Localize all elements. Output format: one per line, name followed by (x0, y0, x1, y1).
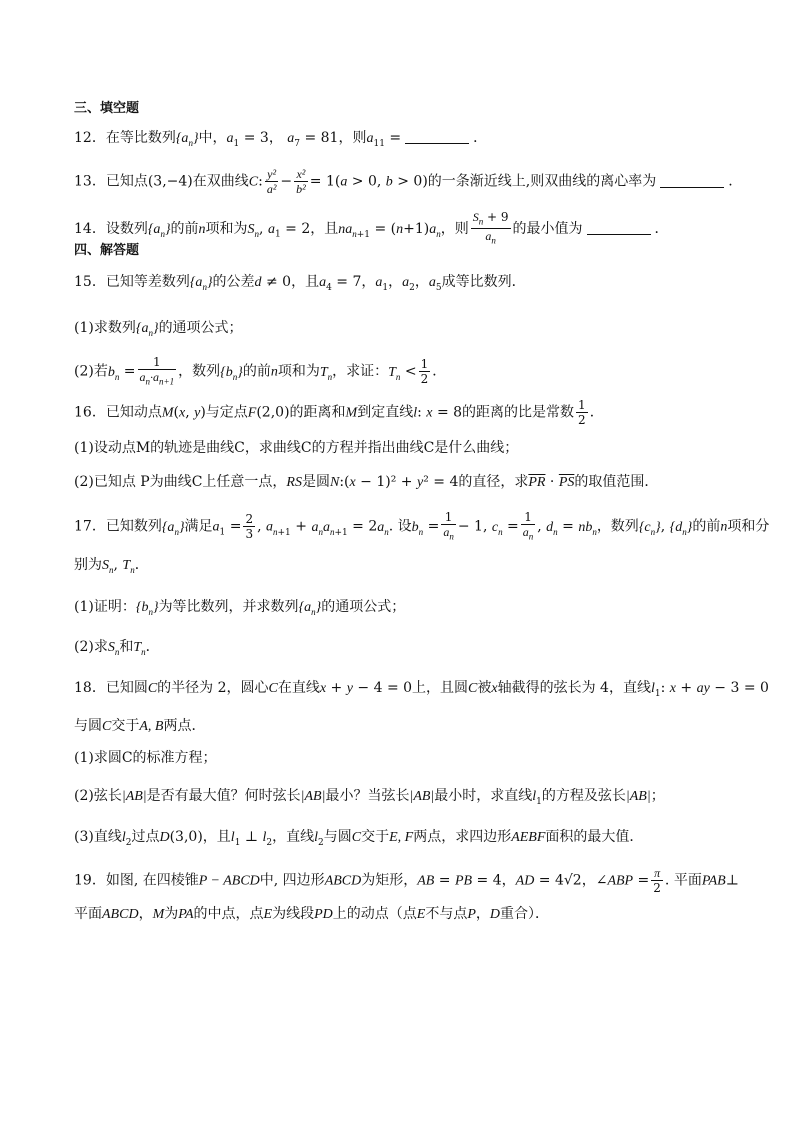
question-16: 16．已知动点M(x, y)与定点F(2,0)的距离和M到定直线l: x = 8的距离的比是常数 $\frac{1}{2}$ ． (74, 398, 604, 427)
section-answer-title: 四、解答题 (74, 243, 140, 258)
question-17: 17．已知数列$\{a_n\}$满足$a_1$ = $\frac{2}{3}$ , $a_{n+1} + a_na_{n+1} = 2a_n$. 设$b_n$ = $\frac{1}{a_n}$ − 1, $c_n$ = $\frac{1}{a_n}$ , $d_n = nb_n$，数列$\{c_n\}$, $\{d_n\}$的前n项和分 (74, 510, 770, 542)
section-fill-title: 三、填空题 (74, 101, 140, 116)
answer-blank[interactable] (587, 220, 651, 235)
question-15: 15．已知等差数列$\{a_n\}$的公差d ≠ 0，且$a_4 = 7$，$a_1$，$a_2$，$a_5$成等比数列． (74, 274, 526, 293)
question-18-part-2: (2)弦长|AB|是否有最大值？何时弦长|AB|最小？当弦长|AB|最小时，求直线$l_1$的方程及弦长|AB|； (74, 788, 665, 807)
question-16-part-1: (1)设动点M的轨迹是曲线C，求曲线C的方程并指出曲线C是什么曲线； (74, 440, 519, 456)
question-18-part-1: (1)求圆C的标准方程； (74, 750, 217, 766)
question-15-part-1: (1)求数列$\{a_n\}$的通项公式； (74, 320, 243, 338)
question-16-part-2: (2)已知点 P为曲线C上任意一点，RS是圆N:(x − 1)² + y² = 4的直径，求$\overline{PR} \cdot \overline{PS}$的取值范围． (74, 474, 659, 490)
question-13: 13．已知点(3,−4)在双曲线C: $\frac{\text{y²}}{\text{a²}}$ − $\frac{\text{x²}}{\text{b²}}$ = 1(a > 0, b > 0)的一条渐近线上,则双曲线的离心率为 . (74, 167, 733, 196)
question-18-part-3: (3)直线$l_2$过点D(3,0)，且$l_1$ ⊥ $l_2$，直线$l_2$与圆C交于E, F两点，求四边形AEBF面积的最大值． (74, 829, 644, 848)
question-18-cont: 与圆C交于A, B两点． (74, 718, 206, 734)
question-14: 14．设数列$\{a_n\}$的前n项和为$S_n$, $a_1 = 2$，且$na_{n+1} = (n+1)a_n$，则 $\frac{S_n + 9}{a_n}$ 的最小值为 ． (74, 210, 669, 246)
question-19: 19．如图, 在四棱锥P − ABCD中, 四边形ABCD为矩形，AB = PB = 4，AD = 4√2，∠ABP = $\frac{\pi}{2}$ . 平面PAB⊥ (74, 866, 739, 895)
question-15-part-2: (2)若$b_n$ = $\frac{1}{a_n\cdot a_{n+1}}$ ，数列$\{b_n\}$的前n项和为$T_n$，求证：$T_n$ < $\frac{1}{2}$ ． (74, 355, 447, 387)
question-17-cont: 别为$S_n$, $T_n$． (74, 557, 149, 575)
question-17-part-1: (1)证明：$\{b_n\}$为等比数列，并求数列$\{a_n\}$的通项公式； (74, 599, 406, 617)
answer-blank[interactable] (660, 173, 724, 188)
answer-blank[interactable] (405, 129, 469, 144)
question-18: 18．已知圆C的半径为 2，圆心C在直线x + y − 4 = 0上，且圆C被x轴截得的弦长为 4，直线$l_1$: x + ay − 3 = 0 (74, 680, 769, 699)
question-17-part-2: (2)求$S_n$和$T_n$． (74, 639, 160, 657)
question-19-cont: 平面ABCD，M为PA的中点，点E为线段PD上的动点（点E不与点P，D重合）． (74, 906, 550, 922)
q12-number: 12． (74, 130, 106, 146)
question-12: 12．在等比数列$\{a_n\}$中，$a_1 = 3$， $a_7 = 81$，则$a_{11}$ = ． (74, 130, 488, 149)
